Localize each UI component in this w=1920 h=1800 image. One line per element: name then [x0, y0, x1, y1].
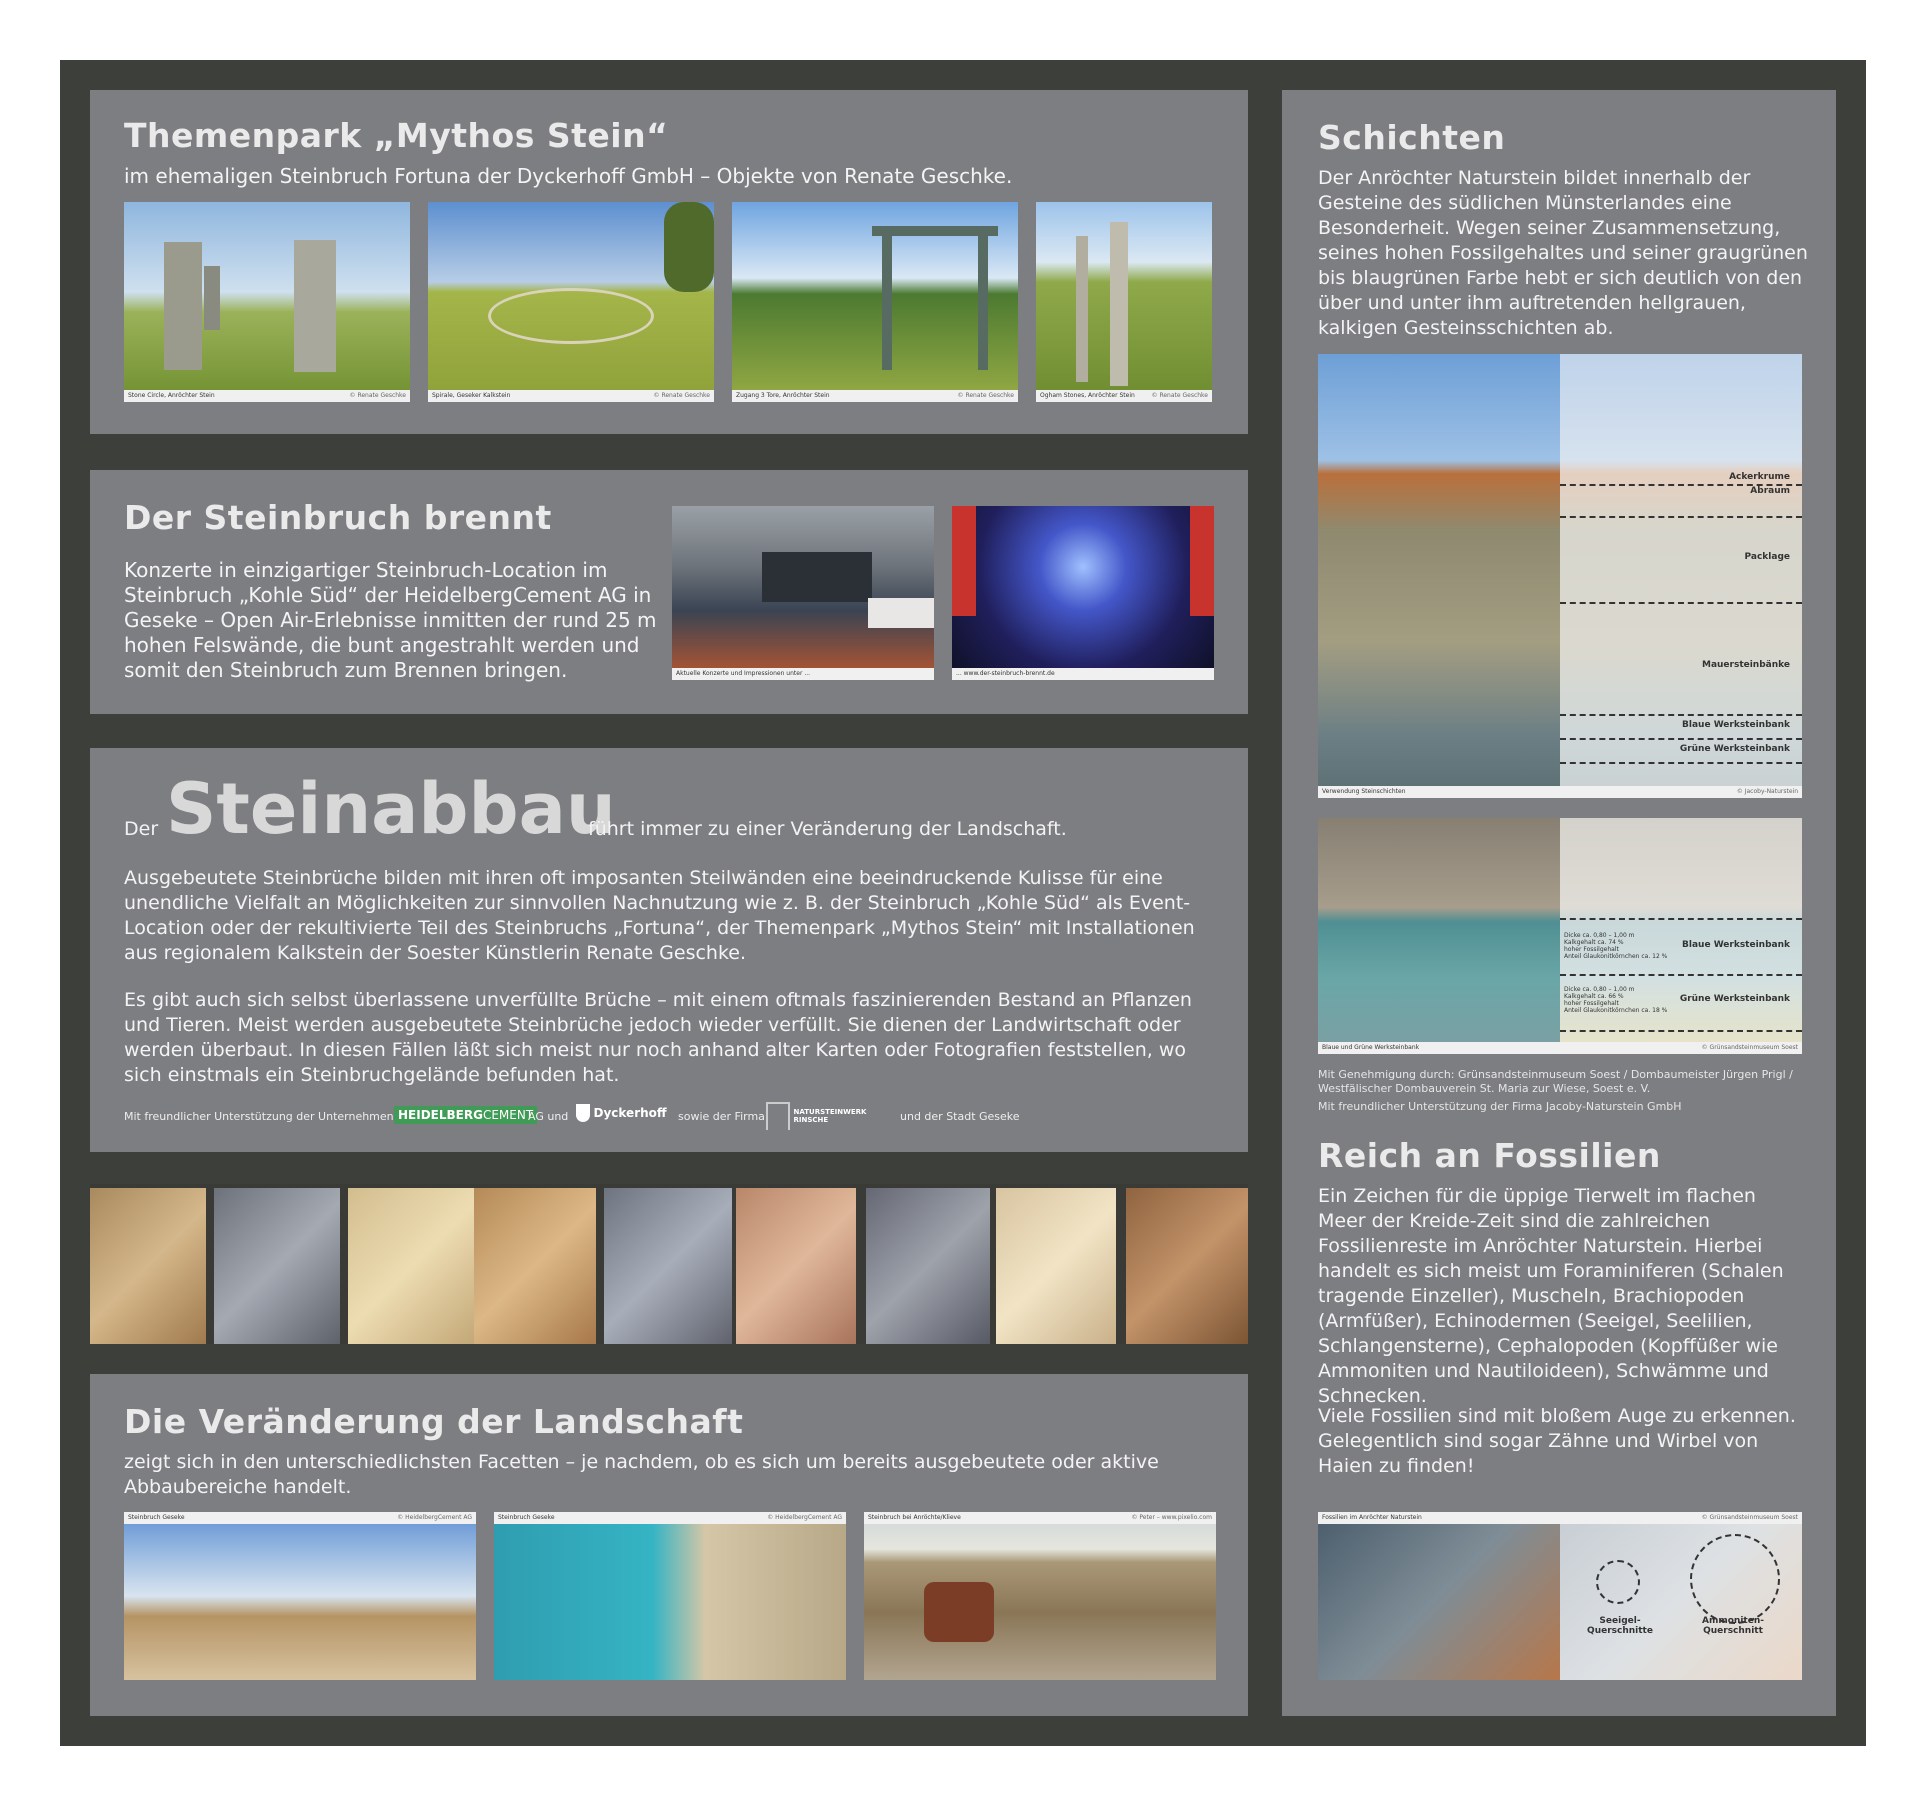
themenpark-subtitle: im ehemaligen Steinbruch Fortuna der Dyckerhoff GmbH – Objekte von Renate Geschke.	[124, 164, 1013, 188]
steinabbau-suffix: führt immer zu einer Veränderung der Landschaft.	[588, 818, 1067, 840]
rock-layers-left	[1318, 354, 1560, 798]
panel-steinabbau	[90, 748, 1248, 1152]
heidelberg-logo	[394, 1106, 537, 1124]
photo-stone-circle	[124, 202, 410, 402]
layer-line	[1560, 516, 1802, 518]
gate-left	[882, 230, 892, 370]
tree	[664, 202, 714, 292]
blue-werksteinbank-label: Blaue Werksteinbank	[1682, 940, 1790, 950]
stone-sample	[604, 1188, 732, 1344]
dyckerhoff-logo-text: Dyckerhoff	[593, 1106, 667, 1120]
layer-line	[1560, 714, 1802, 716]
sponsor-firma: sowie der Firma	[678, 1110, 765, 1123]
heidelberg-logo-text: HEIDELBERG	[398, 1108, 483, 1122]
stone-pillar	[204, 266, 220, 330]
rinsche-logo-text: NATURSTEINWERK RINSCHE	[793, 1108, 867, 1124]
dyckerhoff-logo	[576, 1104, 667, 1122]
werksteinbank-right	[1560, 818, 1802, 1054]
photo-steinbruch-klieve	[864, 1512, 1216, 1680]
schichten-text: Der Anröchter Naturstein bildet innerhalb der Gesteine des südlichen Münsterlandes eine Besonderheit. Wegen seiner Zusammensetzung, seines hohen Fossilgehaltes und seiner graugrünen bis blaugrünen Farbe hebt er sich deutlich von den über und unter ihm auftretenden hellgrauen, kalkigen Gesteinsschichten ab.	[1318, 167, 1808, 339]
ammonite-outline	[1690, 1534, 1780, 1624]
photo-caption: Steinbruch Geseke © HeidelbergCement AG	[494, 1512, 846, 1524]
photo-caption: Ogham Stones, Anröchter Stein © Renate Geschke	[1036, 390, 1212, 402]
display-board	[60, 60, 1866, 1746]
steinbruch-brennt-text: Konzerte in einzigartiger Steinbruch-Location im Steinbruch „Kohle Süd“ der HeidelbergCement AG in Geseke – Open Air-Erlebnisse inmitten der rund 25 m hohen Felswände, die bunt angestrahlt werden und somit den Steinbruch zum Brennen bringen.	[124, 558, 657, 682]
layer-label: Packlage	[1744, 552, 1790, 562]
photo-steinbruch-geseke-2	[494, 1512, 846, 1680]
photo-werksteinbank	[1318, 818, 1802, 1054]
stone-samples-strip	[90, 1184, 1248, 1344]
layer-label: Blaue Werksteinbank	[1682, 720, 1790, 730]
rust-stain	[924, 1582, 994, 1642]
green-werksteinbank-label: Grüne Werksteinbank	[1679, 994, 1790, 1004]
fossilien-para1: Ein Zeichen für die üppige Tierwelt im flachen Meer der Kreide-Zeit sind die zahlreichen Fossilienreste im Anröchter Naturstein. Hierbei handelt es sich meist um Foraminiferen (Schalen tragende Einzeller), Muscheln, Brachiopoden (Armfüßer), Echinodermen (Seeigel, Seelilien, Schlangensterne), Cephalopoden (Kopffüßer wie Ammoniten und Nautiloideen), Schwämme und Schnecken.	[1318, 1185, 1784, 1407]
stone-pillar	[294, 240, 336, 372]
rinsche-logo	[766, 1102, 866, 1130]
steinbruch-brennt-title: Der Steinbruch brennt	[124, 498, 552, 537]
dyckerhoff-icon	[576, 1104, 590, 1122]
photo-caption: Aktuelle Konzerte und Impressionen unter ...	[672, 668, 934, 680]
photo-ogham-stones	[1036, 202, 1212, 402]
panel-landschaft	[90, 1374, 1248, 1716]
tent	[868, 598, 934, 628]
rock-layers-right	[1560, 354, 1802, 798]
stone-pillar	[1110, 222, 1128, 386]
photo-caption: Steinbruch bei Anröchte/Klieve © Peter – www.pixelio.com	[864, 1512, 1216, 1524]
steinabbau-big: Steinabbau	[166, 768, 616, 850]
steinabbau-para1: Ausgebeutete Steinbrüche bilden mit ihren oft imposanten Steilwänden eine beeindruckende Kulisse für eine unendliche Vielfalt an Möglichkeiten zur sinnvollen Nachnutzung wie z. B. der Steinbruch „Kohle Süd“ als Event-Location oder der rekultivierte Teil des Steinbruchs „Fortuna“, der Themenpark „Mythos Stein“ mit Installationen aus regionalem Kalkstein der Soester Künstlerin Renate Geschke.	[124, 867, 1195, 964]
layer-line	[1560, 974, 1802, 976]
stone-sample	[996, 1188, 1116, 1344]
schichten-credit-2: Mit freundlicher Unterstützung der Firma Jacoby-Naturstein GmbH	[1318, 1100, 1682, 1113]
red-light	[952, 506, 976, 616]
ammoniten-label: Ammoniten-Querschnitt	[1702, 1616, 1764, 1636]
photo-caption: Zugang 3 Tore, Anröchter Stein © Renate Geschke	[732, 390, 1018, 402]
photo-caption: ... www.der-steinbruch-brennt.de	[952, 668, 1214, 680]
stone-pillar	[164, 242, 202, 370]
photo-spirale	[428, 202, 714, 402]
fossil-right	[1560, 1512, 1802, 1680]
schichten-title: Schichten	[1318, 118, 1506, 157]
red-light	[1190, 506, 1214, 616]
layer-label: Grüne Werksteinbank	[1679, 744, 1790, 754]
photo-caption: Spirale, Geseker Kalkstein © Renate Geschke	[428, 390, 714, 402]
stone-sample	[348, 1188, 474, 1344]
photo-night-concert	[952, 506, 1214, 680]
stone-sample	[474, 1188, 596, 1344]
werksteinbank-left	[1318, 818, 1560, 1054]
layer-label: Ackerkrume	[1729, 472, 1790, 482]
stage	[762, 552, 872, 602]
stone-sample	[866, 1188, 990, 1344]
photo-caption: Steinbruch Geseke © HeidelbergCement AG	[124, 1512, 476, 1524]
photo-caption: Fossilien im Anröchter Naturstein © Grünsandsteinmuseum Soest	[1318, 1512, 1802, 1524]
stone-sample	[90, 1188, 206, 1344]
panel-steinbruch-brennt	[90, 470, 1248, 714]
green-info: Dicke ca. 0,80 – 1,00 m Kalkgehalt ca. 66 % hoher Fossilgehalt Anteil Glaukonitkörnchen ca. 18 %	[1564, 986, 1668, 1014]
sea-urchin-outline	[1596, 1560, 1640, 1604]
fossil-left	[1318, 1512, 1560, 1680]
sponsor-and: AG und	[528, 1110, 569, 1123]
spiral-path	[488, 288, 654, 344]
photo-steinbruch-geseke-1	[124, 1512, 476, 1680]
landschaft-subtitle: zeigt sich in den unterschiedlichsten Facetten – je nachdem, ob es sich um bereits ausgebeutete oder aktive Abbaubereiche handelt.	[124, 1451, 1159, 1498]
seeigel-label: Seeigel-Querschnitte	[1587, 1616, 1653, 1636]
photo-open-air-concert	[672, 506, 934, 680]
layer-line	[1560, 762, 1802, 764]
stone-sample	[1126, 1188, 1248, 1344]
gate-top	[872, 226, 998, 236]
panel-themenpark	[90, 90, 1248, 434]
stone-pillar	[1076, 236, 1088, 382]
blue-info: Dicke ca. 0,80 – 1,00 m Kalkgehalt ca. 74 % hoher Fossilgehalt Anteil Glaukonitkörnchen ca. 12 %	[1564, 932, 1668, 960]
panel-right-column	[1282, 90, 1836, 1716]
layer-label: Abraum	[1750, 486, 1790, 496]
steinabbau-heading	[124, 768, 1224, 850]
photo-fossilien	[1318, 1512, 1802, 1680]
steinabbau-para2: Es gibt auch sich selbst überlassene unverfüllte Brüche – mit einem oftmals faszinierenden Bestand an Pflanzen und Tieren. Meist werden ausgebeutete Steinbrüche jedoch wieder verfüllt. Sie dienen der Landwirtschaft oder werden überbaut. In diesen Fällen läßt sich meist nur noch anhand alter Karten oder Fotografien feststellen, wo sich einstmals ein Steinbruchgelände befunden hat.	[124, 989, 1192, 1086]
layer-line	[1560, 602, 1802, 604]
schichten-credit-1: Mit Genehmigung durch: Grünsandsteinmuseum Soest / Dombaumeister Jürgen Prigl / Westfälischer Dombauverein St. Maria zur Wiese, Soest e. V.	[1318, 1068, 1793, 1095]
layer-line	[1560, 1030, 1802, 1032]
stone-sample	[736, 1188, 856, 1344]
sponsor-end: und der Stadt Geseke	[900, 1110, 1020, 1123]
rinsche-icon	[766, 1102, 790, 1130]
gate-right	[978, 230, 988, 370]
steinabbau-prefix: Der	[124, 818, 159, 840]
sponsor-intro: Mit freundlicher Unterstützung der Unternehmen	[124, 1110, 394, 1123]
layer-label: Mauersteinbänke	[1701, 660, 1790, 670]
photo-rock-layers	[1318, 354, 1802, 798]
stone-sample	[214, 1188, 340, 1344]
fossilien-title: Reich an Fossilien	[1318, 1136, 1661, 1175]
photo-caption: Stone Circle, Anröchter Stein © Renate Geschke	[124, 390, 410, 402]
themenpark-title: Themenpark „Mythos Stein“	[124, 116, 669, 155]
photo-caption: Verwendung Steinschichten © Jacoby-Naturstein	[1318, 786, 1802, 798]
heidelberg-logo-text-2: CEMENT	[482, 1108, 534, 1122]
photo-drei-tore	[732, 202, 1018, 402]
landschaft-title: Die Veränderung der Landschaft	[124, 1402, 744, 1441]
sponsor-row	[124, 1102, 1224, 1132]
photo-caption: Blaue und Grüne Werksteinbank © Grünsandsteinmuseum Soest	[1318, 1042, 1802, 1054]
layer-line	[1560, 738, 1802, 740]
layer-line	[1560, 918, 1802, 920]
fossilien-para2: Viele Fossilien sind mit bloßem Auge zu erkennen. Gelegentlich sind sogar Zähne und Wirbel von Haien zu finden!	[1318, 1405, 1796, 1477]
